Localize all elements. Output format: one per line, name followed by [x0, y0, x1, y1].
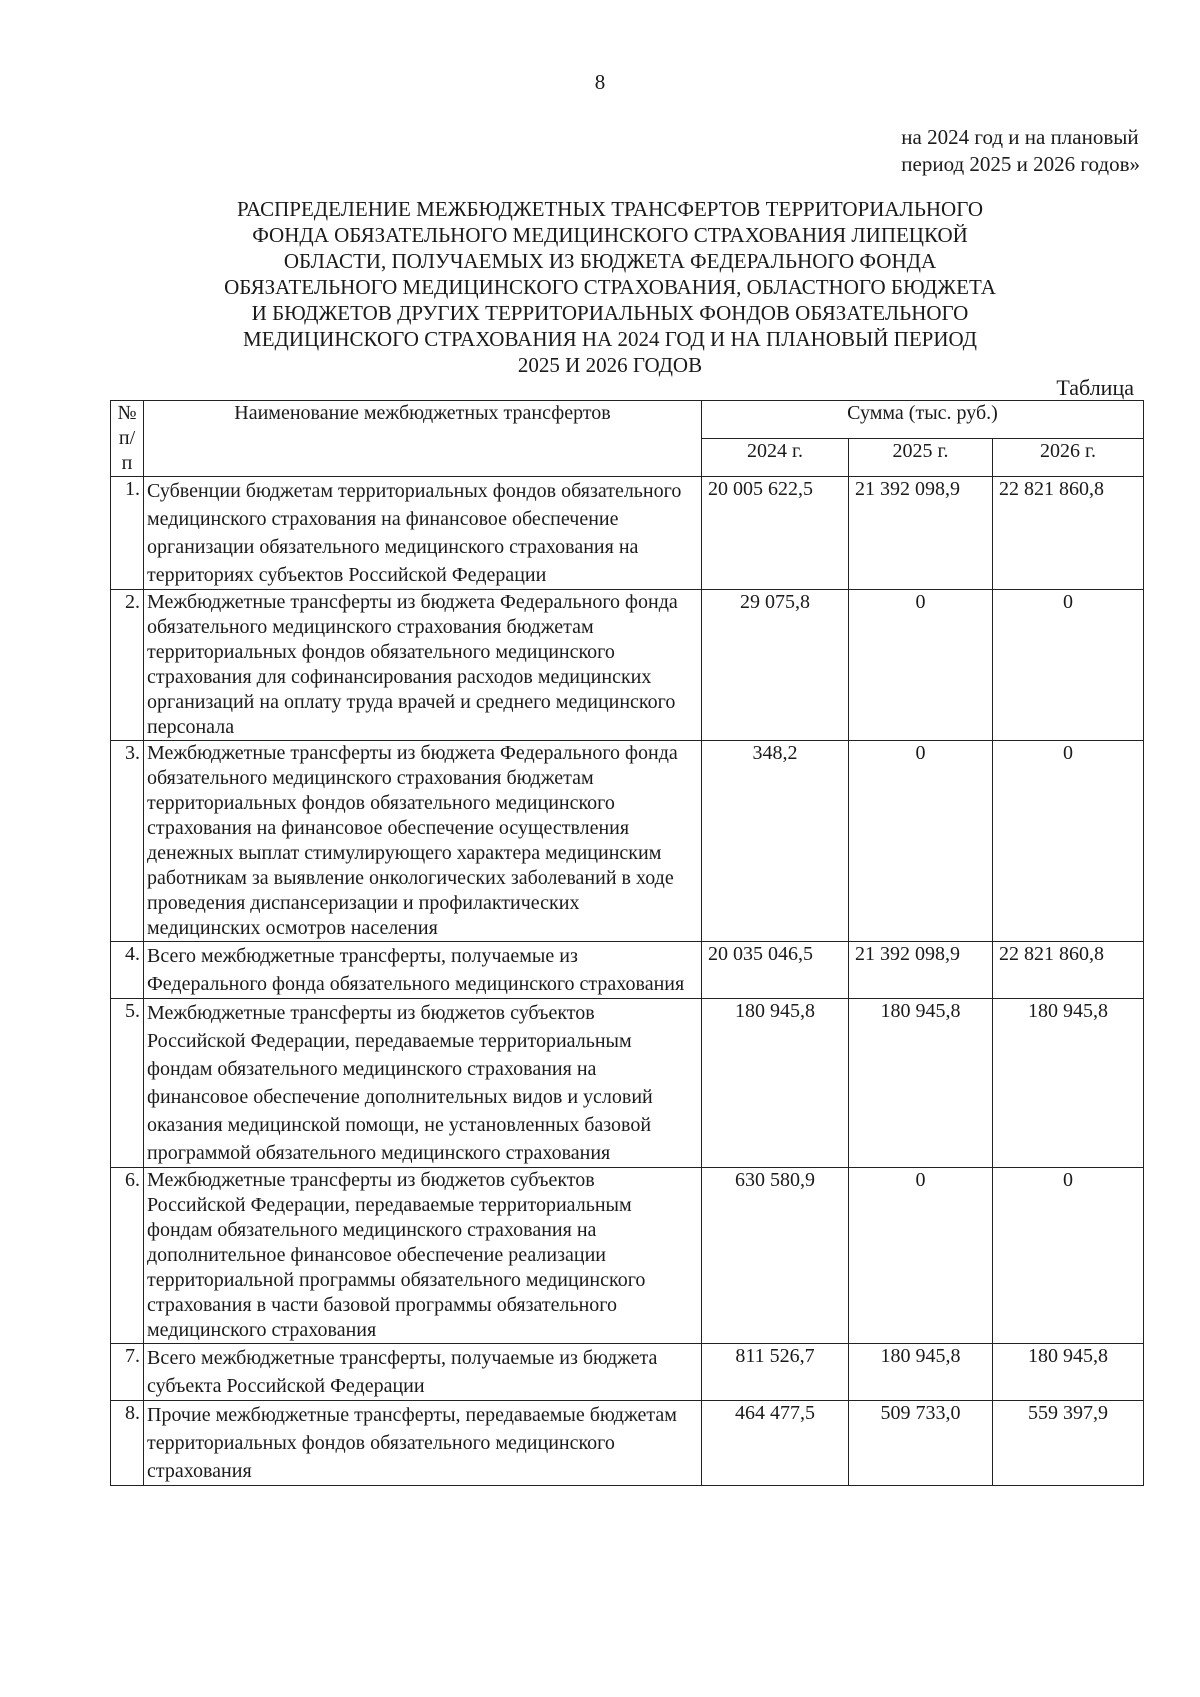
table-row — [111, 1344, 1144, 1401]
row-name: Прочие межбюджетные трансферты, передаваемые бюджетам территориальных фондов обязательного медицинского страхования — [144, 1401, 702, 1486]
row-value-2026: 180 945,8 — [993, 999, 1144, 1168]
row-number: 8. — [111, 1401, 144, 1486]
title-line: И БЮДЖЕТОВ ДРУГИХ ТЕРРИТОРИАЛЬНЫХ ФОНДОВ ОБЯЗАТЕЛЬНОГО — [251, 301, 969, 325]
header-year-2024: 2024 г. — [702, 439, 849, 477]
row-value-2026: 0 — [993, 590, 1144, 741]
row-name: Межбюджетные трансферты из бюджета Федерального фонда обязательного медицинского страхования бюджетам территориальных фондов обязательного медицинского страхования для софинансирования расходов медицинских организаций на оплату труда врачей и среднего медицинского персонала — [144, 590, 702, 741]
row-value-2024: 630 580,9 — [702, 1168, 849, 1344]
header-year-2025: 2025 г. — [849, 439, 993, 477]
row-value-2024: 464 477,5 — [702, 1401, 849, 1486]
row-value-2024: 20 005 622,5 — [702, 477, 849, 590]
row-number: 4. — [111, 942, 144, 999]
row-value-2026: 180 945,8 — [993, 1344, 1144, 1401]
row-name: Всего межбюджетные трансферты, получаемые из бюджета субъекта Российской Федерации — [144, 1344, 702, 1401]
table-row — [111, 942, 1144, 999]
header-note-line-2: период 2025 и 2026 годов» — [901, 152, 1140, 176]
row-name: Межбюджетные трансферты из бюджетов субъектов Российской Федерации, передаваемые территориальным фондам обязательного медицинского страхования на дополнительное финансовое обеспечение реализации территориальной программы обязательного медицинского страхования в части базовой программы обязательного медицинского страхования — [144, 1168, 702, 1344]
table-row — [111, 590, 1144, 741]
title-line: 2025 И 2026 ГОДОВ — [517, 353, 703, 377]
row-value-2026: 22 821 860,8 — [993, 477, 1144, 590]
header-year-2026: 2026 г. — [993, 439, 1144, 477]
row-value-2024: 20 035 046,5 — [702, 942, 849, 999]
table-row — [111, 741, 1144, 942]
row-number: 3. — [111, 741, 144, 942]
header-sum: Сумма (тыс. руб.) — [702, 401, 1144, 439]
row-number: 5. — [111, 999, 144, 1168]
row-number: 1. — [111, 477, 144, 590]
row-value-2026: 22 821 860,8 — [993, 942, 1144, 999]
row-value-2024: 348,2 — [702, 741, 849, 942]
table-row — [111, 999, 1144, 1168]
title-line: ОБЛАСТИ, ПОЛУЧАЕМЫХ ИЗ БЮДЖЕТА ФЕДЕРАЛЬНОГО ФОНДА — [283, 249, 937, 273]
transfers-table — [110, 400, 1144, 1486]
title-line: РАСПРЕДЕЛЕНИЕ МЕЖБЮДЖЕТНЫХ ТРАНСФЕРТОВ ТЕРРИТОРИАЛЬНОГО — [236, 197, 984, 221]
header-note-line-1: на 2024 год и на плановый — [901, 125, 1139, 149]
header-number-line-2: п/п — [118, 427, 136, 474]
row-name: Межбюджетные трансферты из бюджета Федерального фонда обязательного медицинского страхования бюджетам территориальных фондов обязательного медицинского страхования на финансовое обеспечение осуществления денежных выплат стимулирующего характера медицинским работникам за выявление онкологических заболеваний в ходе проведения диспансеризации и профилактических медицинских осмотров населения — [144, 741, 702, 942]
row-number: 7. — [111, 1344, 144, 1401]
header-number — [111, 401, 144, 477]
row-value-2025: 0 — [849, 590, 993, 741]
table-row — [111, 1168, 1144, 1344]
row-number: 2. — [111, 590, 144, 741]
title-line: ОБЯЗАТЕЛЬНОГО МЕДИЦИНСКОГО СТРАХОВАНИЯ, ОБЛАСТНОГО БЮДЖЕТА — [224, 275, 996, 299]
row-value-2024: 811 526,7 — [702, 1344, 849, 1401]
document-title — [180, 196, 1040, 378]
header-number-line-1: № — [117, 402, 137, 424]
table-label: Таблица — [1056, 375, 1134, 400]
row-name: Всего межбюджетные трансферты, получаемые из Федерального фонда обязательного медицинского страхования — [144, 942, 702, 999]
row-value-2024: 29 075,8 — [702, 590, 849, 741]
page-number: 8 — [594, 70, 606, 94]
header-note — [901, 124, 1140, 178]
row-value-2025: 0 — [849, 741, 993, 942]
header-name: Наименование межбюджетных трансфертов — [144, 401, 702, 477]
row-value-2025: 21 392 098,9 — [849, 942, 993, 999]
row-name: Субвенции бюджетам территориальных фондов обязательного медицинского страхования на финансовое обеспечение организации обязательного медицинского страхования на территориях субъектов Российской Федерации — [144, 477, 702, 590]
row-value-2025: 509 733,0 — [849, 1401, 993, 1486]
row-value-2025: 21 392 098,9 — [849, 477, 993, 590]
table-row — [111, 477, 1144, 590]
row-value-2026: 0 — [993, 741, 1144, 942]
table-row — [111, 1401, 1144, 1486]
row-value-2026: 0 — [993, 1168, 1144, 1344]
row-value-2025: 0 — [849, 1168, 993, 1344]
row-value-2025: 180 945,8 — [849, 1344, 993, 1401]
row-name: Межбюджетные трансферты из бюджетов субъектов Российской Федерации, передаваемые территориальным фондам обязательного медицинского страхования на финансовое обеспечение дополнительных видов и условий оказания медицинской помощи, не установленных базовой программой обязательного медицинского страхования — [144, 999, 702, 1168]
row-number: 6. — [111, 1168, 144, 1344]
title-line: ФОНДА ОБЯЗАТЕЛЬНОГО МЕДИЦИНСКОГО СТРАХОВАНИЯ ЛИПЕЦКОЙ — [252, 223, 968, 247]
row-value-2024: 180 945,8 — [702, 999, 849, 1168]
header-row — [111, 401, 1144, 439]
row-value-2026: 559 397,9 — [993, 1401, 1144, 1486]
title-line: МЕДИЦИНСКОГО СТРАХОВАНИЯ НА 2024 ГОД И НА ПЛАНОВЫЙ ПЕРИОД — [243, 327, 977, 351]
row-value-2025: 180 945,8 — [849, 999, 993, 1168]
